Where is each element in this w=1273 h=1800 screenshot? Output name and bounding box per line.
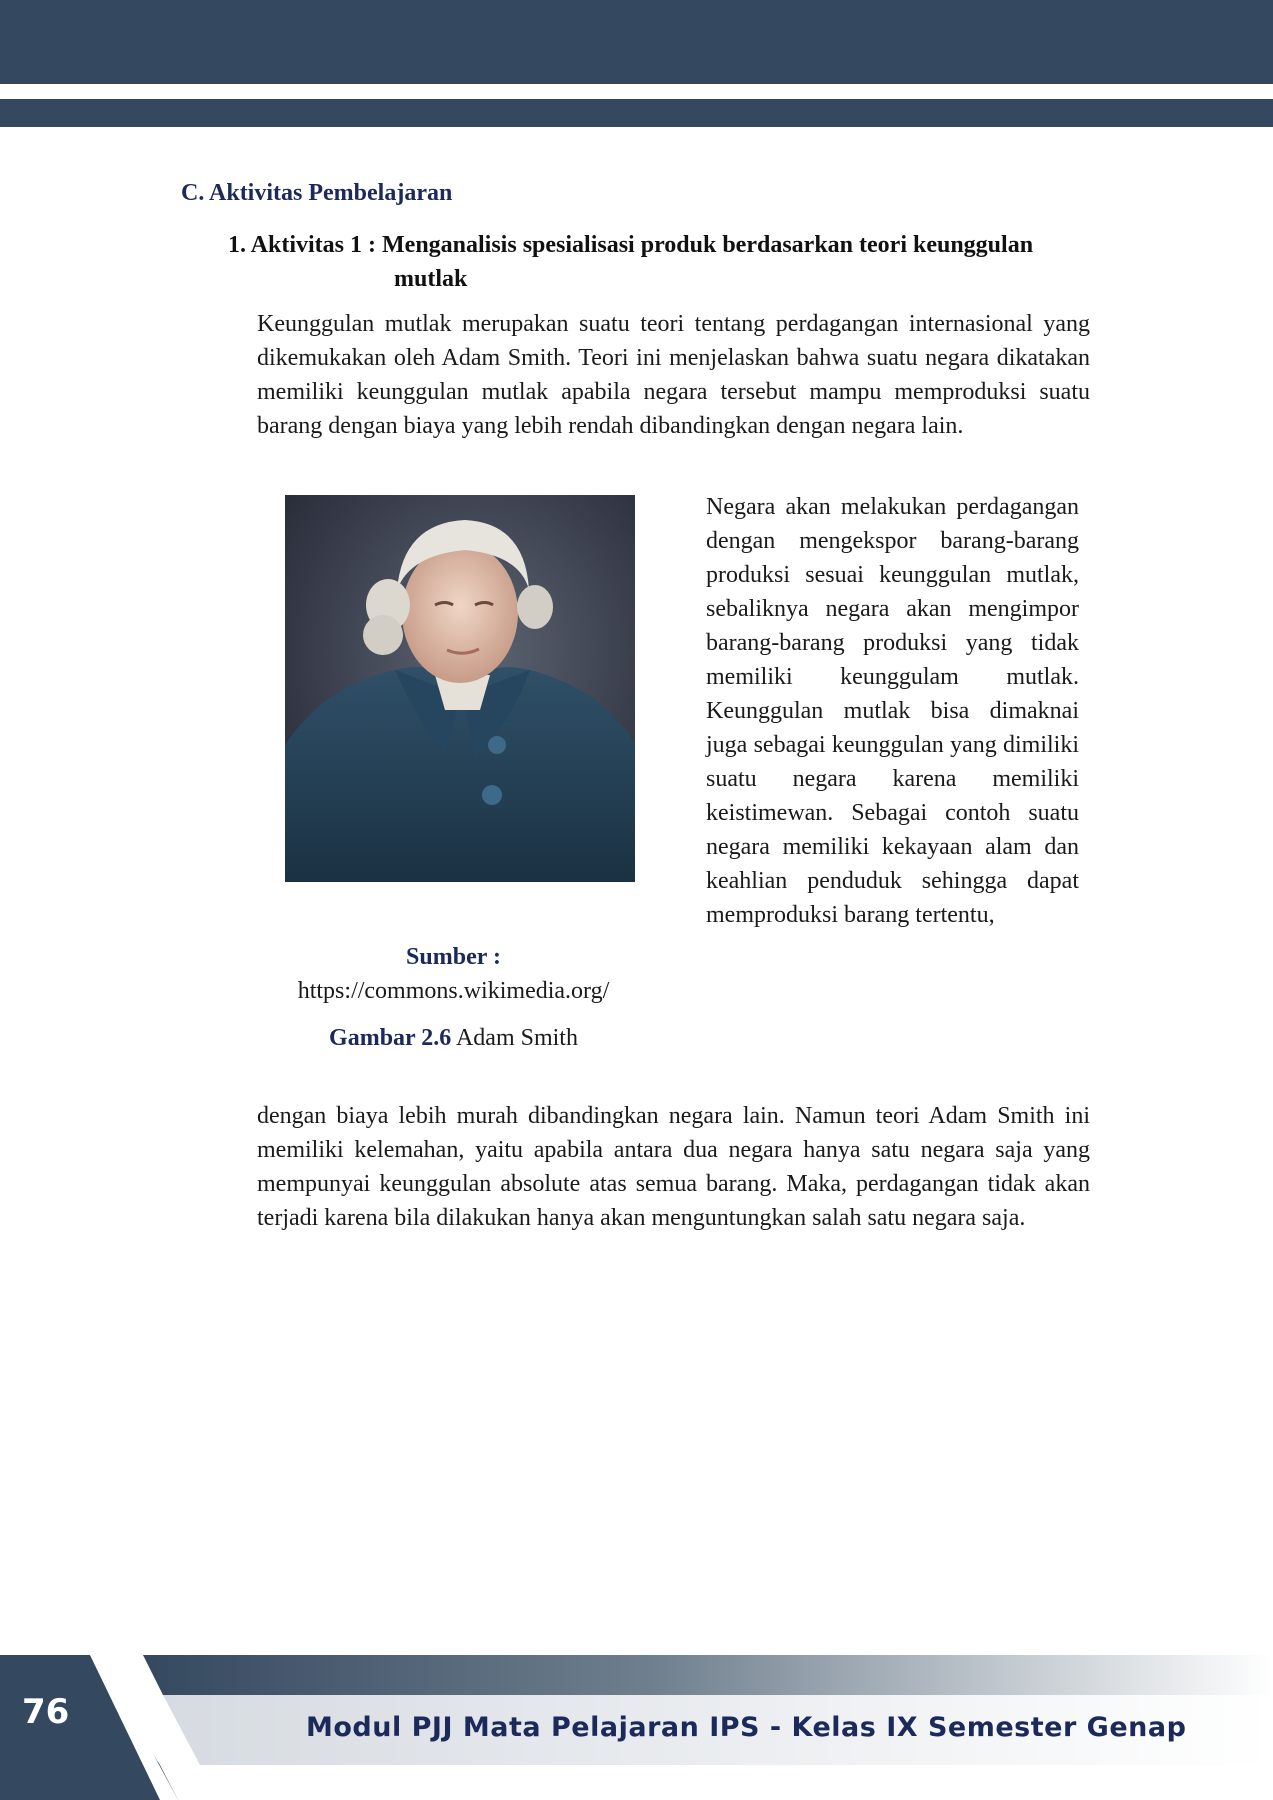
figure-source-label: Sumber : — [406, 944, 501, 970]
header-band — [0, 0, 1273, 84]
side-paragraph: Negara akan melakukan perdagangan dengan mengekspor barang-barang produksi sesuai keunggulan mutlak, sebaliknya negara akan mengimpor barang-barang produksi yang tidak memiliki keunggulam mutlak. Keunggulan mutlak bisa dimaknai juga sebagai keunggulan yang dimiliki suatu negara karena memiliki keistimewan. Sebagai contoh suatu negara memiliki kekayaan alam dan keahlian penduduk sehingga dapat memproduksi barang tertentu, — [706, 494, 1079, 928]
intro-paragraph: Keunggulan mutlak merupakan suatu teori tentang perdagangan internasional yang dikemukakan oleh Adam Smith. Teori ini menjelaskan bahwa suatu negara dikatakan memiliki keunggulan mutlak apabila negara tersebut mampu memproduksi suatu barang dengan biaya yang lebih rendah dibandingkan dengan negara lain. — [257, 311, 1090, 439]
section-heading: C. Aktivitas Pembelajaran — [181, 180, 453, 206]
header-band-secondary — [0, 99, 1273, 127]
figure-source-link[interactable]: https://commons.wikimedia.org/ — [297, 978, 610, 1004]
activity-heading-line1: 1. Aktivitas 1 : Menganalisis spesialisasi produk berdasarkan teori keunggulan — [228, 232, 1034, 258]
figure-source — [257, 940, 650, 1008]
closing-paragraph: dengan biaya lebih murah dibandingkan negara lain. Namun teori Adam Smith ini memiliki kelemahan, yaitu apabila antara dua negara hanya satu negara saja yang mempunyai keunggulan absolute atas semua barang. Maka, perdagangan tidak akan terjadi karena bila dilakukan hanya akan menguntungkan salah satu negara saja. — [257, 1103, 1090, 1231]
activity-heading — [228, 228, 1090, 296]
page-number: 76 — [22, 1692, 70, 1732]
figure-number: Gambar 2.6 — [329, 1025, 452, 1051]
adam-smith-portrait — [285, 495, 635, 882]
footer-title: Modul PJJ Mata Pelajaran IPS - Kelas IX Semester Genap — [306, 1712, 1187, 1743]
figure-caption — [257, 1021, 650, 1055]
activity-heading-line2: mutlak — [394, 266, 468, 292]
figure-title: Adam Smith — [455, 1025, 578, 1051]
